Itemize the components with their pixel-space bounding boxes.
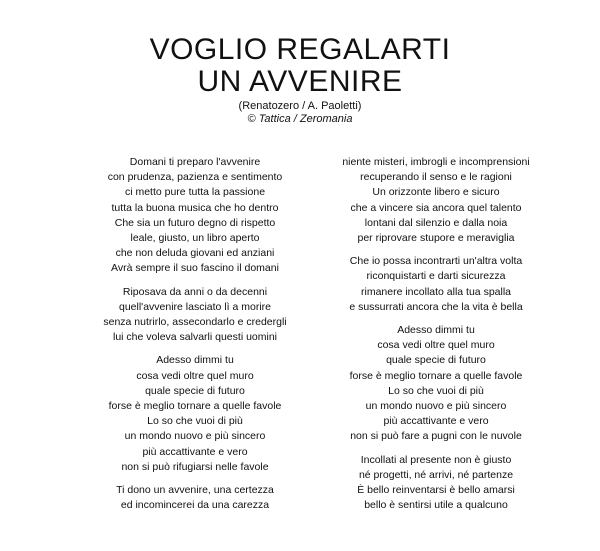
lyrics-line: Lo so che vuoi di più [147,415,243,428]
lyrics-line: più accattivante e vero [142,445,248,458]
lyrics-line: con prudenza, pazienza e sentimento [107,171,283,184]
lyrics-line: forse è meglio tornare a quelle favole [349,369,523,382]
lyrics-line: più accattivante e vero [383,415,489,428]
lyrics-line: niente misteri, imbrogli e incomprensioni [342,156,530,168]
lyrics-line: quale specie di futuro [386,354,486,367]
lyrics-line: Adesso dimmi tu [397,324,475,337]
lyrics-stanza [311,155,561,246]
lyrics-line: ed incomincerei da una carezza [120,499,270,512]
lyrics-line: quell'avvenire lasciato lì a morire [119,300,271,313]
lyrics-line: Adesso dimmi tu [156,354,234,367]
lyrics-line: forse è meglio tornare a quelle favole [108,400,282,413]
lyrics-stanza [70,155,320,277]
lyrics-stanza [311,254,561,315]
lyrics-line: né progetti, né arrivi, né partenze [358,468,514,481]
lyrics-line: Incollati al presente non è giusto [360,453,512,466]
lyrics-stanza [70,353,320,475]
lyrics-line: leale, giusto, un libro aperto [130,232,260,245]
lyrics-line: Lo so che vuoi di più [388,384,484,397]
lyrics-stanza [311,323,561,445]
lyrics-line: un mondo nuovo e più sincero [365,400,507,413]
lyrics-line: lui che voleva salvarli questi uomini [113,331,277,344]
lyrics-line: un mondo nuovo e più sincero [124,430,266,443]
lyrics-line: senza nutrirlo, assecondarlo e credergli [103,316,287,329]
lyrics-line: tutta la buona musica che ho dentro [111,201,279,214]
credits-authors: (Renatozero / A. Paoletti) [238,100,362,112]
lyrics-line: ci metto pure tutta la passione [124,186,266,199]
lyrics-right-column [311,155,561,521]
lyrics-line: Un orizzonte libero e sicuro [372,186,500,199]
lyrics-line: riconquistarti e darti sicurezza [366,270,506,283]
lyrics-line: non si può fare a pugni con le nuvole [350,430,522,443]
song-title-line-2: UN AVVENIRE [197,65,403,98]
lyrics-line: Riposava da anni o da decenni [122,285,268,298]
lyrics-line: rimanere incollato alla tua spalla [361,285,511,298]
lyrics-line: bello è sentirsi utile a qualcuno [364,499,508,512]
lyrics-line: Che sia un futuro degno di rispetto [114,216,276,229]
credits [0,100,600,126]
lyrics-line: lontani dal silenzio e dalla noia [364,216,508,229]
lyrics-stanza [311,453,561,514]
lyrics-line: che non deluda giovani ed anziani [115,247,275,260]
lyrics-stanza [70,285,320,346]
lyrics-line: per riprovare stupore e meraviglia [357,232,515,245]
lyrics-line: che a vincere sia ancora quel talento [350,201,522,214]
lyrics-line: Domani ti preparo l'avvenire [129,156,261,168]
lyrics-stanza [70,483,320,513]
lyrics-line: non si può rifugiarsi nelle favole [121,460,269,473]
lyrics-line: recuperando il senso e le ragioni [360,171,512,184]
lyrics-line: Ti dono un avvenire, una certezza [116,484,274,497]
lyrics-line: Che io possa incontrarti un'altra volta [349,255,523,268]
lyrics-line: È bello reinventarsi è bello amarsi [357,484,515,497]
lyrics-line: cosa vedi oltre quel muro [136,369,254,382]
song-title [0,34,600,98]
lyrics-line: e sussurrati ancora che la vita è bella [349,300,523,313]
credits-publisher: © Tattica / Zeromania [247,113,353,125]
lyrics-line: quale specie di futuro [145,384,245,397]
lyrics-line: Avrà sempre il suo fascino il domani [111,262,279,275]
lyrics-left-column [70,155,320,521]
song-title-line-1: VOGLIO REGALARTI [149,33,451,66]
lyrics-line: cosa vedi oltre quel muro [377,339,495,352]
